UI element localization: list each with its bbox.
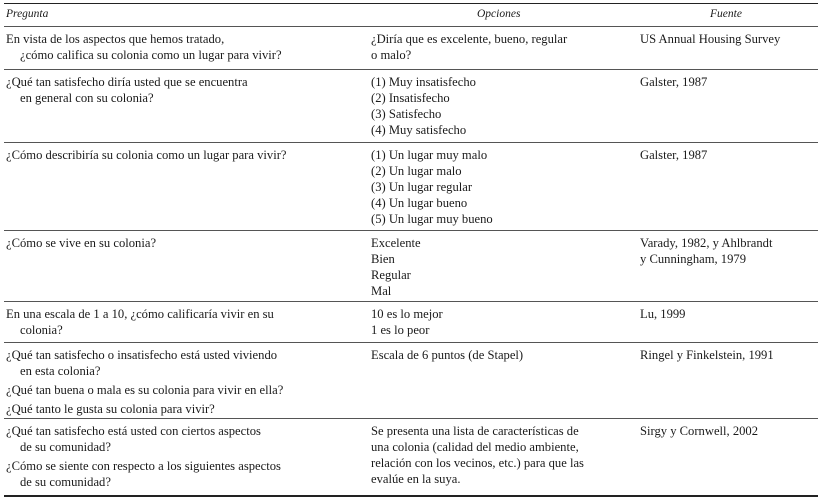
source-line: y Cunningham, 1979 [640,251,746,266]
option-line: Excelente [371,236,421,250]
option-line: ¿Diría que es excelente, bueno, regular [371,32,568,46]
header-question: Pregunta [6,8,49,20]
question-line: En una escala de 1 a 10, ¿cómo calificaría vivir en su [6,307,274,321]
question-cell [6,148,356,164]
options-cell [371,424,633,488]
question-line: ¿Qué tan buena o mala es su colonia para vivir en ella? [6,382,284,397]
question-line: ¿Cómo describiría su colonia como un lugar para vivir? [6,148,287,162]
source-cell [640,236,818,268]
option-line: (5) Un lugar muy bueno [371,211,493,226]
source-cell [640,348,818,364]
question-cell [6,348,356,418]
source-line: Galster, 1987 [640,75,708,89]
option-line: o malo? [371,47,412,62]
option-line: (3) Un lugar regular [371,179,473,194]
option-line: Bien [371,251,395,266]
question-cell [6,307,356,339]
source-cell [640,75,818,91]
option-line: (4) Un lugar bueno [371,195,468,210]
option-line: 1 es lo peor [371,322,430,337]
source-line: Varady, 1982, y Ahlbrandt [640,236,773,250]
question-line: de su comunidad? [20,439,111,454]
table-row [4,27,818,70]
table-row [4,343,818,419]
options-cell [371,348,633,364]
question-cell [6,32,356,64]
question-cell [6,236,356,252]
source-cell [640,32,818,48]
option-line: Mal [371,283,392,298]
header-source: Fuente [710,8,742,20]
option-line: 10 es lo mejor [371,307,443,321]
options-cell [371,32,633,64]
source-line: Lu, 1999 [640,307,686,321]
source-cell [640,424,818,440]
question-line: ¿Qué tan satisfecho está usted con ciertos aspectos [6,424,261,438]
table-header [4,4,818,27]
table-row [4,231,818,302]
options-cell [371,307,633,339]
option-line: Escala de 6 puntos (de Stapel) [371,348,524,362]
question-line: ¿Qué tan satisfecho o insatisfecho está usted viviendo [6,348,278,362]
header-options: Opciones [477,8,521,20]
option-line: (1) Un lugar muy malo [371,148,488,162]
option-line: evalúe en la suya. [371,471,461,486]
option-line: Se presenta una lista de características de [371,424,579,438]
options-cell [371,236,633,300]
option-line: relación con los vecinos, etc.) para que las [371,455,584,470]
question-line: ¿Qué tanto le gusta su colonia para vivir? [6,401,215,416]
options-cell [371,148,633,228]
question-line: ¿Cómo se vive en su colonia? [6,236,157,250]
question-line: colonia? [20,322,63,337]
option-line: (2) Insatisfecho [371,90,450,105]
option-line: Regular [371,267,411,282]
source-line: Ringel y Finkelstein, 1991 [640,348,774,362]
question-cell [6,75,356,107]
source-line: Galster, 1987 [640,148,708,162]
question-line: ¿Cómo se siente con respecto a los siguientes aspectos [6,458,281,473]
source-line: Sirgy y Cornwell, 2002 [640,424,759,438]
question-cell [6,424,356,491]
question-line: ¿cómo califica su colonia como un lugar para vivir? [20,47,282,62]
source-cell [640,148,818,164]
source-line: US Annual Housing Survey [640,32,781,46]
option-line: (4) Muy satisfecho [371,122,467,137]
question-line: de su comunidad? [20,474,111,489]
table-row [4,143,818,231]
question-line: en general con su colonia? [20,90,154,105]
option-line: una colonia (calidad del medio ambiente, [371,439,579,454]
table-row [4,419,818,497]
source-cell [640,307,818,323]
option-line: (2) Un lugar malo [371,163,462,178]
table-row [4,70,818,143]
options-cell [371,75,633,139]
survey-table [4,3,818,497]
question-line: en esta colonia? [20,363,101,378]
table-row [4,302,818,343]
question-line: ¿Qué tan satisfecho diría usted que se encuentra [6,75,248,89]
question-line: En vista de los aspectos que hemos tratado, [6,32,225,46]
option-line: (3) Satisfecho [371,106,442,121]
option-line: (1) Muy insatisfecho [371,75,476,89]
